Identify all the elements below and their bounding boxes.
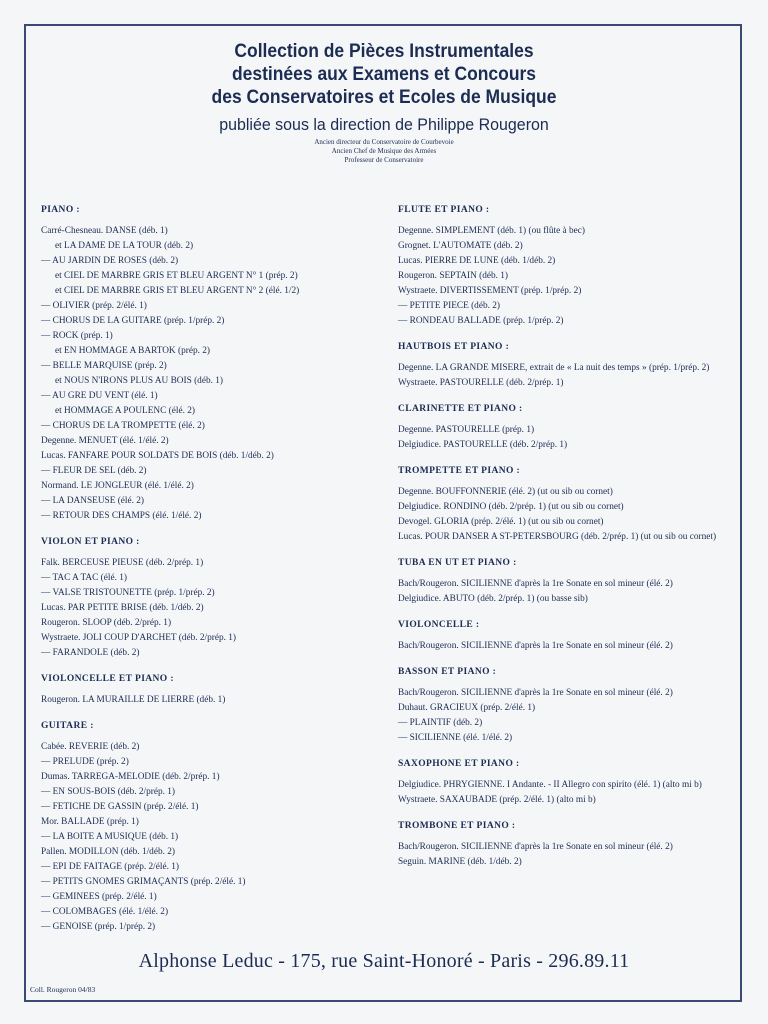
piece-entry: — SICILIENNE (élé. 1/élé. 2): [398, 733, 513, 743]
section-title: HAUTBOIS ET PIANO :: [398, 342, 510, 352]
piece-entry: Degenne. BOUFFONNERIE (élé. 2) (ut ou sib ou cornet): [398, 487, 613, 497]
piece-entry: Bach/Rougeron. SICILIENNE d'après la 1re Sonate en sol mineur (élé. 2): [398, 579, 673, 589]
piece-entry: Grognet. L'AUTOMATE (déb. 2): [398, 241, 523, 251]
piece-entry: Degenne. SIMPLEMENT (déb. 1) (ou flûte à bec): [398, 226, 586, 236]
piece-entry: Wystraete. PASTOURELLE (déb. 2/prép. 1): [398, 378, 564, 388]
section-title: VIOLON ET PIANO :: [41, 537, 140, 547]
instrument-section: [41, 672, 386, 708]
piece-entry: — PRELUDE (prép. 2): [41, 757, 129, 767]
piece-entry: — GEMINEES (prép. 2/élé. 1): [41, 892, 157, 902]
piece-entry: Delgiudice. RONDINO (déb. 2/prép. 1) (ut ou sib ou cornet): [398, 502, 624, 512]
piece-entry: Wystraete. DIVERTISSEMENT (prép. 1/prép. 2): [398, 286, 582, 296]
piece-entry: — FETICHE DE GASSIN (prép. 2/élé. 1): [41, 802, 199, 812]
piece-entry: — FLEUR DE SEL (déb. 2): [41, 466, 147, 476]
piece-entry: — AU JARDIN DE ROSES (déb. 2): [41, 256, 179, 266]
credit-line: Ancien Chef de Musique des Armées: [331, 147, 437, 155]
piece-entry: et CIEL DE MARBRE GRIS ET BLEU ARGENT N° 1 (prép. 2): [55, 271, 298, 281]
instrument-section: [398, 203, 728, 329]
instrument-section: [41, 719, 386, 935]
publisher-address: Alphonse Leduc - 175, rue Saint-Honoré - Paris - 296.89.11: [138, 950, 630, 972]
collection-title-line-2: destinées aux Examens et Concours: [231, 64, 537, 85]
piece-entry: — GENOISE (prép. 1/prép. 2): [41, 922, 156, 932]
piece-entry: — LA DANSEUSE (élé. 2): [41, 496, 145, 506]
piece-entry: Rougeron. SEPTAIN (déb. 1): [398, 271, 509, 281]
piece-entry: Normand. LE JONGLEUR (élé. 1/élé. 2): [41, 481, 194, 491]
section-title: CLARINETTE ET PIANO :: [398, 404, 523, 414]
section-title: VIOLONCELLE ET PIANO :: [41, 674, 174, 684]
credit-line: Professeur de Conservatoire: [344, 156, 424, 164]
piece-entry: Lucas. PIERRE DE LUNE (déb. 1/déb. 2): [398, 256, 556, 266]
piece-entry: — PETITE PIECE (déb. 2): [398, 301, 500, 311]
piece-entry: — EPI DE FAITAGE (prép. 2/élé. 1): [41, 862, 179, 872]
piece-entry: — AU GRE DU VENT (élé. 1): [41, 391, 158, 401]
piece-entry: Wystraete. JOLI COUP D'ARCHET (déb. 2/prép. 1): [41, 633, 237, 643]
piece-entry: Bach/Rougeron. SICILIENNE d'après la 1re Sonate en sol mineur (élé. 2): [398, 688, 673, 698]
instrument-section: [398, 819, 728, 870]
section-title: TROMPETTE ET PIANO :: [398, 466, 521, 476]
instrument-section: [398, 340, 728, 391]
piece-entry: Lucas. PAR PETITE BRISE (déb. 1/déb. 2): [41, 603, 204, 613]
piece-entry: — PLAINTIF (déb. 2): [398, 718, 483, 728]
piece-entry: Carré-Chesneau. DANSE (déb. 1): [41, 226, 168, 236]
piece-entry: Wystraete. SAXAUBADE (prép. 2/élé. 1) (alto mi b): [398, 795, 596, 805]
piece-entry: Pallen. MODILLON (déb. 1/déb. 2): [41, 847, 176, 857]
instrument-section: [398, 402, 728, 453]
instrument-section: [41, 535, 386, 661]
editor-subtitle: publiée sous la direction de Philippe Rougeron: [219, 115, 549, 134]
piece-entry: — BELLE MARQUISE (prép. 2): [41, 361, 167, 371]
section-title: VIOLONCELLE :: [398, 620, 480, 630]
piece-entry: Delgiudice. ABUTO (déb. 2/prép. 1) (ou basse sib): [398, 594, 588, 604]
piece-entry: Delgiudice. PASTOURELLE (déb. 2/prép. 1): [398, 440, 568, 450]
instrument-section: [41, 203, 386, 524]
credit-line: Ancien directeur du Conservatoire de Courbevoie: [314, 138, 454, 146]
section-title: FLUTE ET PIANO :: [398, 205, 490, 215]
piece-entry: Bach/Rougeron. SICILIENNE d'après la 1re Sonate en sol mineur (élé. 2): [398, 641, 673, 651]
piece-entry: Degenne. PASTOURELLE (prép. 1): [398, 425, 535, 435]
piece-entry: Seguin. MARINE (déb. 1/déb. 2): [398, 857, 522, 867]
piece-entry: — ROCK (prép. 1): [41, 331, 113, 341]
section-title: SAXOPHONE ET PIANO :: [398, 759, 520, 769]
piece-entry: Delgiudice. PHRYGIENNE. I Andante. - II Allegro con spirito (élé. 1) (alto mi b): [398, 780, 702, 790]
piece-entry: et CIEL DE MARBRE GRIS ET BLEU ARGENT N° 2 (élé. 1/2): [55, 286, 300, 296]
piece-entry: — FARANDOLE (déb. 2): [41, 648, 140, 658]
collection-title-line-3: des Conservatoires et Ecoles de Musique: [211, 87, 557, 108]
right-column: [398, 203, 728, 881]
piece-entry: Devogel. GLORIA (prép. 2/élé. 1) (ut ou sib ou cornet): [398, 517, 604, 527]
instrument-section: [398, 665, 728, 746]
piece-entry: Cabée. REVERIE (déb. 2): [41, 742, 140, 752]
piece-entry: et HOMMAGE A POULENC (élé. 2): [55, 406, 195, 416]
piece-entry: et LA DAME DE LA TOUR (déb. 2): [55, 241, 194, 251]
piece-entry: Lucas. FANFARE POUR SOLDATS DE BOIS (déb. 1/déb. 2): [41, 451, 274, 461]
catalog-reference: Coll. Rougeron 04/83: [30, 985, 96, 994]
piece-entry: Bach/Rougeron. SICILIENNE d'après la 1re Sonate en sol mineur (élé. 2): [398, 842, 673, 852]
instrument-section: [398, 464, 728, 545]
section-title: TROMBONE ET PIANO :: [398, 821, 516, 831]
piece-entry: Rougeron. LA MURAILLE DE LIERRE (déb. 1): [41, 695, 226, 705]
piece-entry: — RONDEAU BALLADE (prép. 1/prép. 2): [398, 316, 564, 326]
section-title: GUITARE :: [41, 721, 94, 731]
piece-entry: Lucas. POUR DANSER A ST-PETERSBOURG (déb. 2/prép. 1) (ut ou sib ou cornet): [398, 532, 717, 542]
piece-entry: — TAC A TAC (élé. 1): [41, 573, 127, 583]
piece-entry: — PETITS GNOMES GRIMAÇANTS (prép. 2/élé. 1): [41, 877, 246, 887]
piece-entry: Mor. BALLADE (prép. 1): [41, 817, 139, 827]
section-title: TUBA EN UT ET PIANO :: [398, 558, 517, 568]
piece-entry: et NOUS N'IRONS PLUS AU BOIS (déb. 1): [55, 376, 223, 386]
piece-entry: et EN HOMMAGE A BARTOK (prép. 2): [55, 346, 210, 356]
piece-entry: Degenne. LA GRANDE MISERE, extrait de « La nuit des temps » (prép. 1/prép. 2): [398, 363, 710, 373]
piece-entry: — LA BOITE A MUSIQUE (déb. 1): [41, 832, 179, 842]
piece-entry: Falk. BERCEUSE PIEUSE (déb. 2/prép. 1): [41, 558, 204, 568]
instrument-section: [398, 618, 728, 654]
left-column: [41, 203, 386, 946]
piece-entry: — CHORUS DE LA TROMPETTE (élé. 2): [41, 421, 205, 431]
piece-entry: Dumas. TARREGA-MELODIE (déb. 2/prép. 1): [41, 772, 220, 782]
piece-entry: — EN SOUS-BOIS (déb. 2/prép. 1): [41, 787, 176, 797]
section-title: BASSON ET PIANO :: [398, 667, 497, 677]
piece-entry: — COLOMBAGES (élé. 1/élé. 2): [41, 907, 169, 917]
piece-entry: Duhaut. GRACIEUX (prép. 2/élé. 1): [398, 703, 536, 713]
piece-entry: — CHORUS DE LA GUITARE (prép. 1/prép. 2): [41, 316, 225, 326]
piece-entry: — OLIVIER (prép. 2/élé. 1): [41, 301, 147, 311]
piece-entry: — VALSE TRISTOUNETTE (prép. 1/prép. 2): [41, 588, 215, 598]
section-title: PIANO :: [41, 205, 80, 215]
piece-entry: Degenne. MENUET (élé. 1/élé. 2): [41, 436, 169, 446]
collection-title-line-1: Collection de Pièces Instrumentales: [234, 41, 534, 62]
piece-entry: — RETOUR DES CHAMPS (élé. 1/élé. 2): [41, 511, 202, 521]
editor-credits: [0, 138, 768, 165]
instrument-section: [398, 757, 728, 808]
piece-entry: Rougeron. SLOOP (déb. 2/prép. 1): [41, 618, 172, 628]
page-header: [0, 40, 768, 165]
instrument-section: [398, 556, 728, 607]
